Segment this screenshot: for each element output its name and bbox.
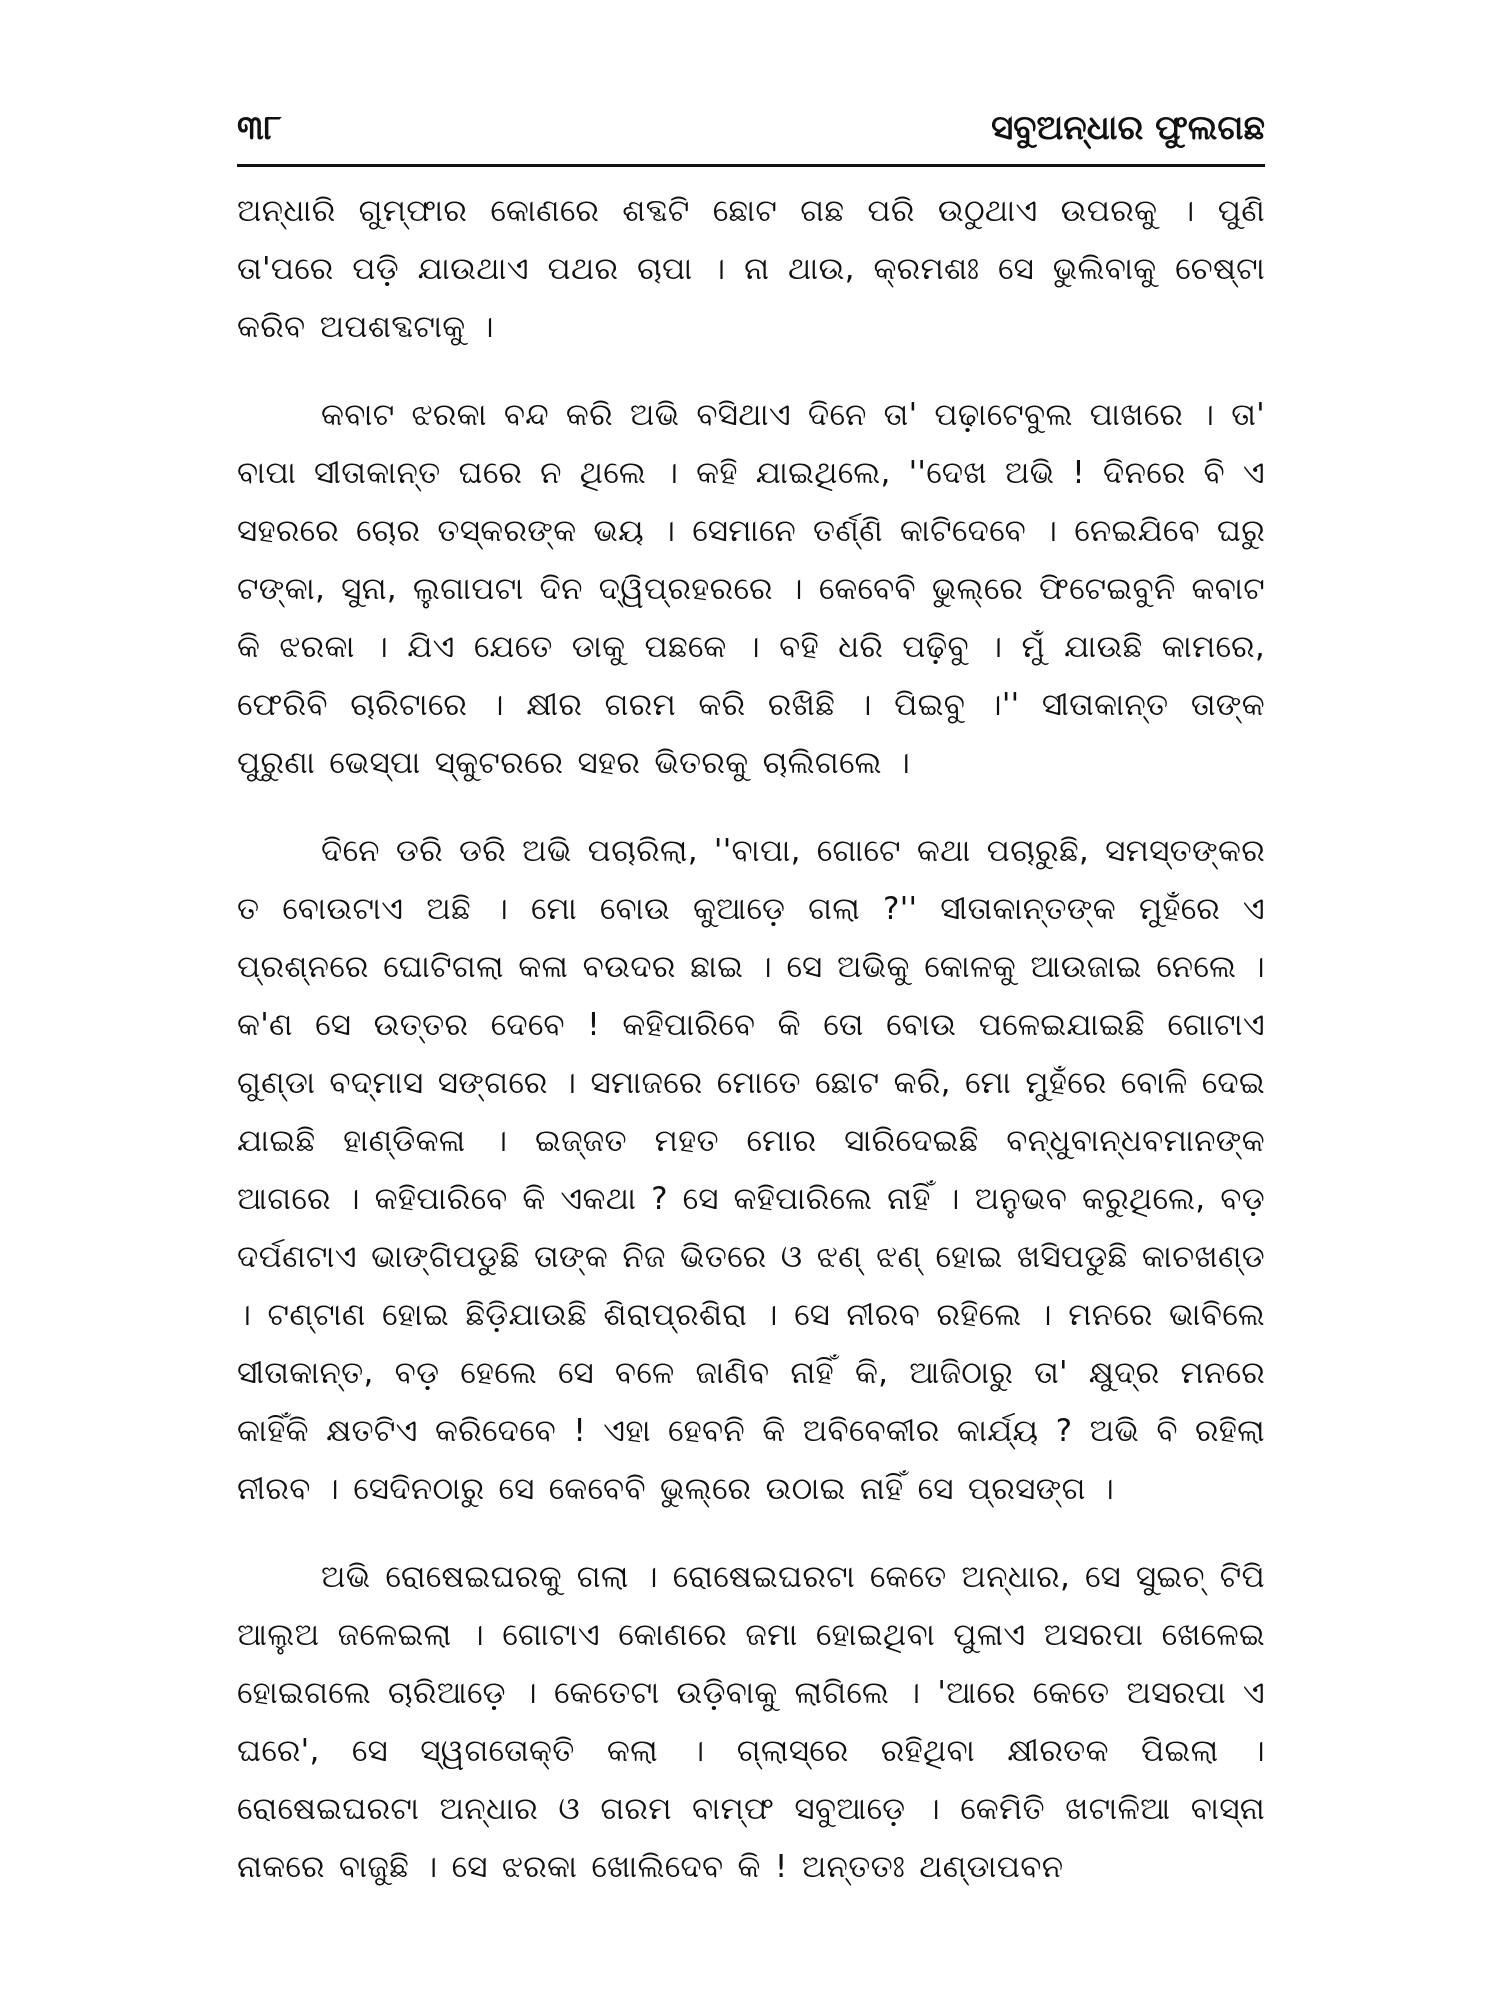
body-text	[237, 182, 1265, 1896]
paragraph-3: ଦିନେ ଡରି ଡରି ଅଭି ପଚାରିଲା, ''ବାପା, ଗୋଟେ କଥା ପଚାରୁଛି, ସମସ୍ତଙ୍କର ତ ବୋଉଟାଏ ଅଛି । ମୋ ବୋଉ କୁଆଡ଼େ ଗଲା ?'' ସୀତାକାନ୍ତଙ୍କ ମୁହଁରେ ଏ ପ୍ରଶ୍ନରେ ଘୋଟିଗଲା କଳା ବଉଦର ଛାଇ । ସେ ଅଭିକୁ କୋଳକୁ ଆଉଜାଇ ନେଲେ । କ'ଣ ସେ ଉତ୍ତର ଦେବେ ! କହିପାରିବେ କି ତୋ ବୋଉ ପଳେଇଯାଇଛି ଗୋଟାଏ ଗୁଣ୍ଡା ବଦ୍‌ମାସ ସଙ୍ଗରେ । ସମାଜରେ ମୋତେ ଛୋଟ କରି, ମୋ ମୁହଁରେ ବୋଳି ଦେଇ ଯାଇଛି ହାଣ୍ଡିକଳା । ଇଜ୍ଜତ ମହତ ମୋର ସାରିଦେଇଛି ବନ୍ଧୁବାନ୍ଧବମାନଙ୍କ ଆଗରେ । କହିପାରିବେ କି ଏକଥା ? ସେ କହିପାରିଲେ ନାହିଁ । ଅନୁଭବ କରୁଥିଲେ, ବଡ଼ ଦର୍ପଣଟାଏ ଭାଙ୍ଗିପଡୁଛି ତାଙ୍କ ନିଜ ଭିତରେ ଓ ଝଣ୍ ଝଣ୍ ହୋଇ ଖସିପଡୁଛି କାଚଖଣ୍ଡ । ଟଣ୍ଟାଣ ହୋଇ ଛିଡ଼ିଯାଉଛି ଶିରାପ୍ରଶିରା । ସେ ନୀରବ ରହିଲେ । ମନରେ ଭାବିଲେ ସୀତାକାନ୍ତ, ବଡ଼ ହେଲେ ସେ ବଳେ ଜାଣିବ ନାହିଁ କି, ଆଜିଠାରୁ ତା' କ୍ଷୁଦ୍ର ମନରେ କାହିଁକି କ୍ଷତଟିଏ କରିଦେବେ ! ଏହା ହେବନି କି ଅବିବେକୀର କାର୍ଯ୍ୟ ? ଅଭି ବି ରହିଲା ନୀରବ । ସେଦିନଠାରୁ ସେ କେବେବି ଭୁଲ୍‌ରେ ଉଠାଇ ନାହିଁ ସେ ପ୍ରସଙ୍ଗ ।	[237, 833, 1265, 1507]
header-rule	[237, 164, 1265, 167]
paragraph-2: କବାଟ ଝରକା ବନ୍ଦ କରି ଅଭି ବସିଥାଏ ଦିନେ ତା' ପଢ଼ାଟେବୁଲ ପାଖରେ । ତା' ବାପା ସୀତାକାନ୍ତ ଘରେ ନ ଥିଲେ । କହି ଯାଇଥିଲେ, ''ଦେଖ ଅଭି ! ଦିନରେ ବି ଏ ସହରରେ ଚୋର ତସ୍କରଙ୍କ ଭୟ । ସେମାନେ ତର୍ଣ୍ଣି କାଟିଦେବେ । ନେଇଯିବେ ଘରୁ ଟଙ୍କା, ସୁନା, ଲୁଗାପଟା ଦିନ ଦ୍ୱିପ୍ରହରରେ । କେବେବି ଭୁଲ୍‌ରେ ଫିଟେଇବୁନି କବାଟ କି ଝରକା । ଯିଏ ଯେତେ ଡାକୁ ପଛକେ । ବହି ଧରି ପଢ଼ିବୁ । ମୁଁ ଯାଉଛି କାମରେ, ଫେରିବି ଚାରିଟାରେ । କ୍ଷୀର ଗରମ କରି ରଖିଛି । ପିଇବୁ ।'' ସୀତାକାନ୍ତ ତାଙ୍କ ପୁରୁଣା ଭେସ୍ପା ସ୍କୁଟରରେ ସହର ଭିତରକୁ ଚାଲିଗଲେ ।	[237, 397, 1265, 781]
paragraph-1: ଅନ୍ଧାରି ଗୁମ୍ଫାର କୋଣରେ ଶବ୍ଦଟି ଛୋଟ ଗଛ ପରି ଉଠୁଥାଏ ଉପରକୁ । ପୁଣି ତା'ପରେ ପଡ଼ି ଯାଉଥାଏ ପଥର ଚାପା । ନା ଥାଉ, କ୍ରମଶଃ ସେ ଭୁଲିବାକୁ ଚେଷ୍ଟା କରିବ ଅପଶବ୍ଦଟାକୁ ।	[237, 193, 1265, 345]
page-header	[237, 98, 1265, 158]
paragraph-4: ଅଭି ରୋଷେଇଘରକୁ ଗଲା । ରୋଷେଇଘରଟା କେତେ ଅନ୍ଧାର, ସେ ସୁଇଚ୍ ଟିପି ଆଲୁଅ ଜଳେଇଲା । ଗୋଟାଏ କୋଣରେ ଜମା ହୋଇଥିବା ପୁଳାଏ ଅସରପା ଖେଳେଇ ହୋଇଗଲେ ଚାରିଆଡ଼େ । କେତେଟା ଉଡ଼ିବାକୁ ଲାଗିଲେ । 'ଆରେ କେତେ ଅସରପା ଏ ଘରେ', ସେ ସ୍ୱଗତୋକ୍ତି କଲା । ଗ୍ଲାସ୍‌ରେ ରହିଥିବା କ୍ଷୀରତକ ପିଇଲା । ରୋଷେଇଘରଟା ଅନ୍ଧାର ଓ ଗରମ ବାମ୍ଫ ସବୁଆଡ଼େ । କେମିତି ଖଟାଳିଆ ବାସ୍ନା ନାକରେ ବାଜୁଛି । ସେ ଝରକା ଖୋଲିଦେବ କି ! ଅନ୍ତତଃ ଥଣ୍ଡାପବନ	[237, 1559, 1265, 1885]
running-title: ସବୁଅନ୍ଧାର ଫୁଲଗଛ	[991, 108, 1265, 148]
page-number: ୩୮	[237, 108, 282, 148]
